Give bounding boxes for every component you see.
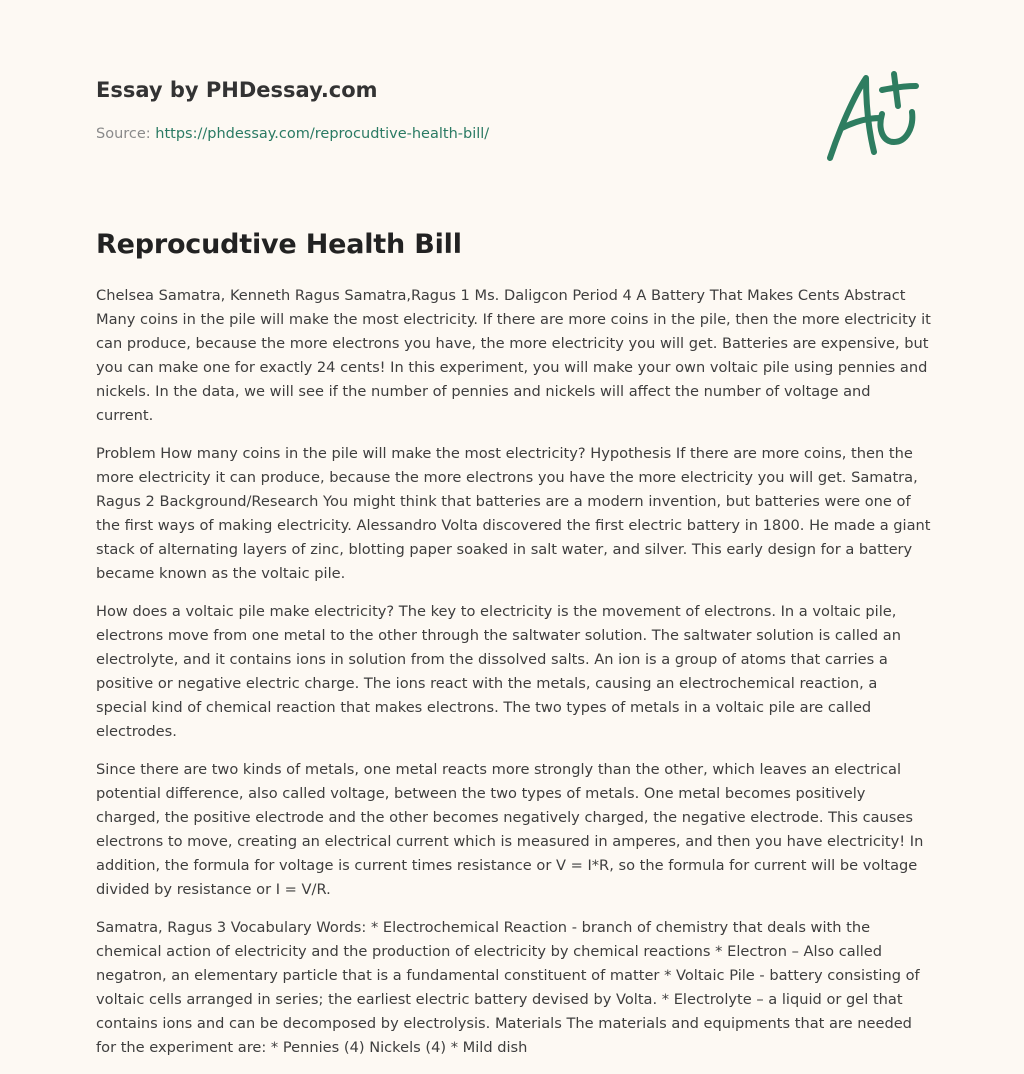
source-label: Source: — [96, 126, 156, 142]
article-paragraph: Since there are two kinds of metals, one metal reacts more strongly than the other, which leaves an electrical potential difference, also called voltage, between the two types of metals. One metal becomes positively charged, the positive electrode and the other becomes negatively charged, the negative electrode. This causes electrons to move, creating an electrical current which is measured in amperes, and then you have electricity! In addition, the formula for voltage is current times resistance or V = I*R, so the formula for current will be voltage divided by resistance or I = V/R. — [96, 761, 924, 898]
article — [96, 226, 932, 1074]
source-link[interactable]: https://phdessay.com/reprocudtive-health-bill/ — [155, 126, 490, 142]
page-header — [96, 76, 796, 144]
article-paragraph: Samatra, Ragus 3 Vocabulary Words: * Electrochemical Reaction - branch of chemistry that deals with the chemical action of electricity and the production of electricity by chemical reactions * Electron – Also called negatron, an elementary particle that is a fundamental constituent of matter * Voltaic Pile - battery consisting of voltaic cells arranged in series; the earliest electric battery devised by Volta. * Electrolyte – a liquid or gel that contains ions and can be decomposed by electrolysis. Materials The materials and equipments that are needed for the experiment are: * Pennies (4) Nickels (4) * Mild dish — [96, 919, 920, 1056]
article-paragraph: How does a voltaic pile make electricity? The key to electricity is the movement of electrons. In a voltaic pile, electrons move from one metal to the other through the saltwater solution. The saltwater solution is called an electrolyte, and it contains ions in solution from the dissolved salts. An ion is a group of atoms that carries a positive or negative electric charge. The ions react with the metals, causing an electrochemical reaction, a special kind of chemical reaction that makes electrons. The two types of metals in a voltaic pile are called electrodes. — [96, 603, 901, 740]
brand-title: Essay by PHDessay.com — [96, 78, 378, 102]
article-paragraph: Chelsea Samatra, Kenneth Ragus Samatra,Ragus 1 Ms. Daligcon Period 4 A Battery That Makes Cents Abstract Many coins in the pile will make the most electricity. If there are more coins in the pile, then the more electricity it can produce, because the more electrons you have, the more electricity you will get. Batteries are expensive, but you can make one for exactly 24 cents! In this experiment, you will make your own voltaic pile using pennies and nickels. In the data, we will see if the number of pennies and nickels will affect the number of voltage and current. — [96, 287, 931, 424]
a-plus-grade-icon — [818, 66, 930, 166]
article-paragraph: Problem How many coins in the pile will make the most electricity? Hypothesis If there are more coins, then the more electricity it can produce, because the more electrons you have the more electricity you will get. Samatra, Ragus 2 Background/Research You might think that batteries are a modern invention, but batteries were one of the first ways of making electricity. Alessandro Volta discovered the first electric battery in 1800. He made a giant stack of alternating layers of zinc, blotting paper soaked in salt water, and silver. This early design for a battery became known as the voltaic pile. — [96, 445, 931, 582]
article-title: Reprocudtive Health Bill — [96, 229, 462, 260]
source-line — [96, 124, 796, 144]
